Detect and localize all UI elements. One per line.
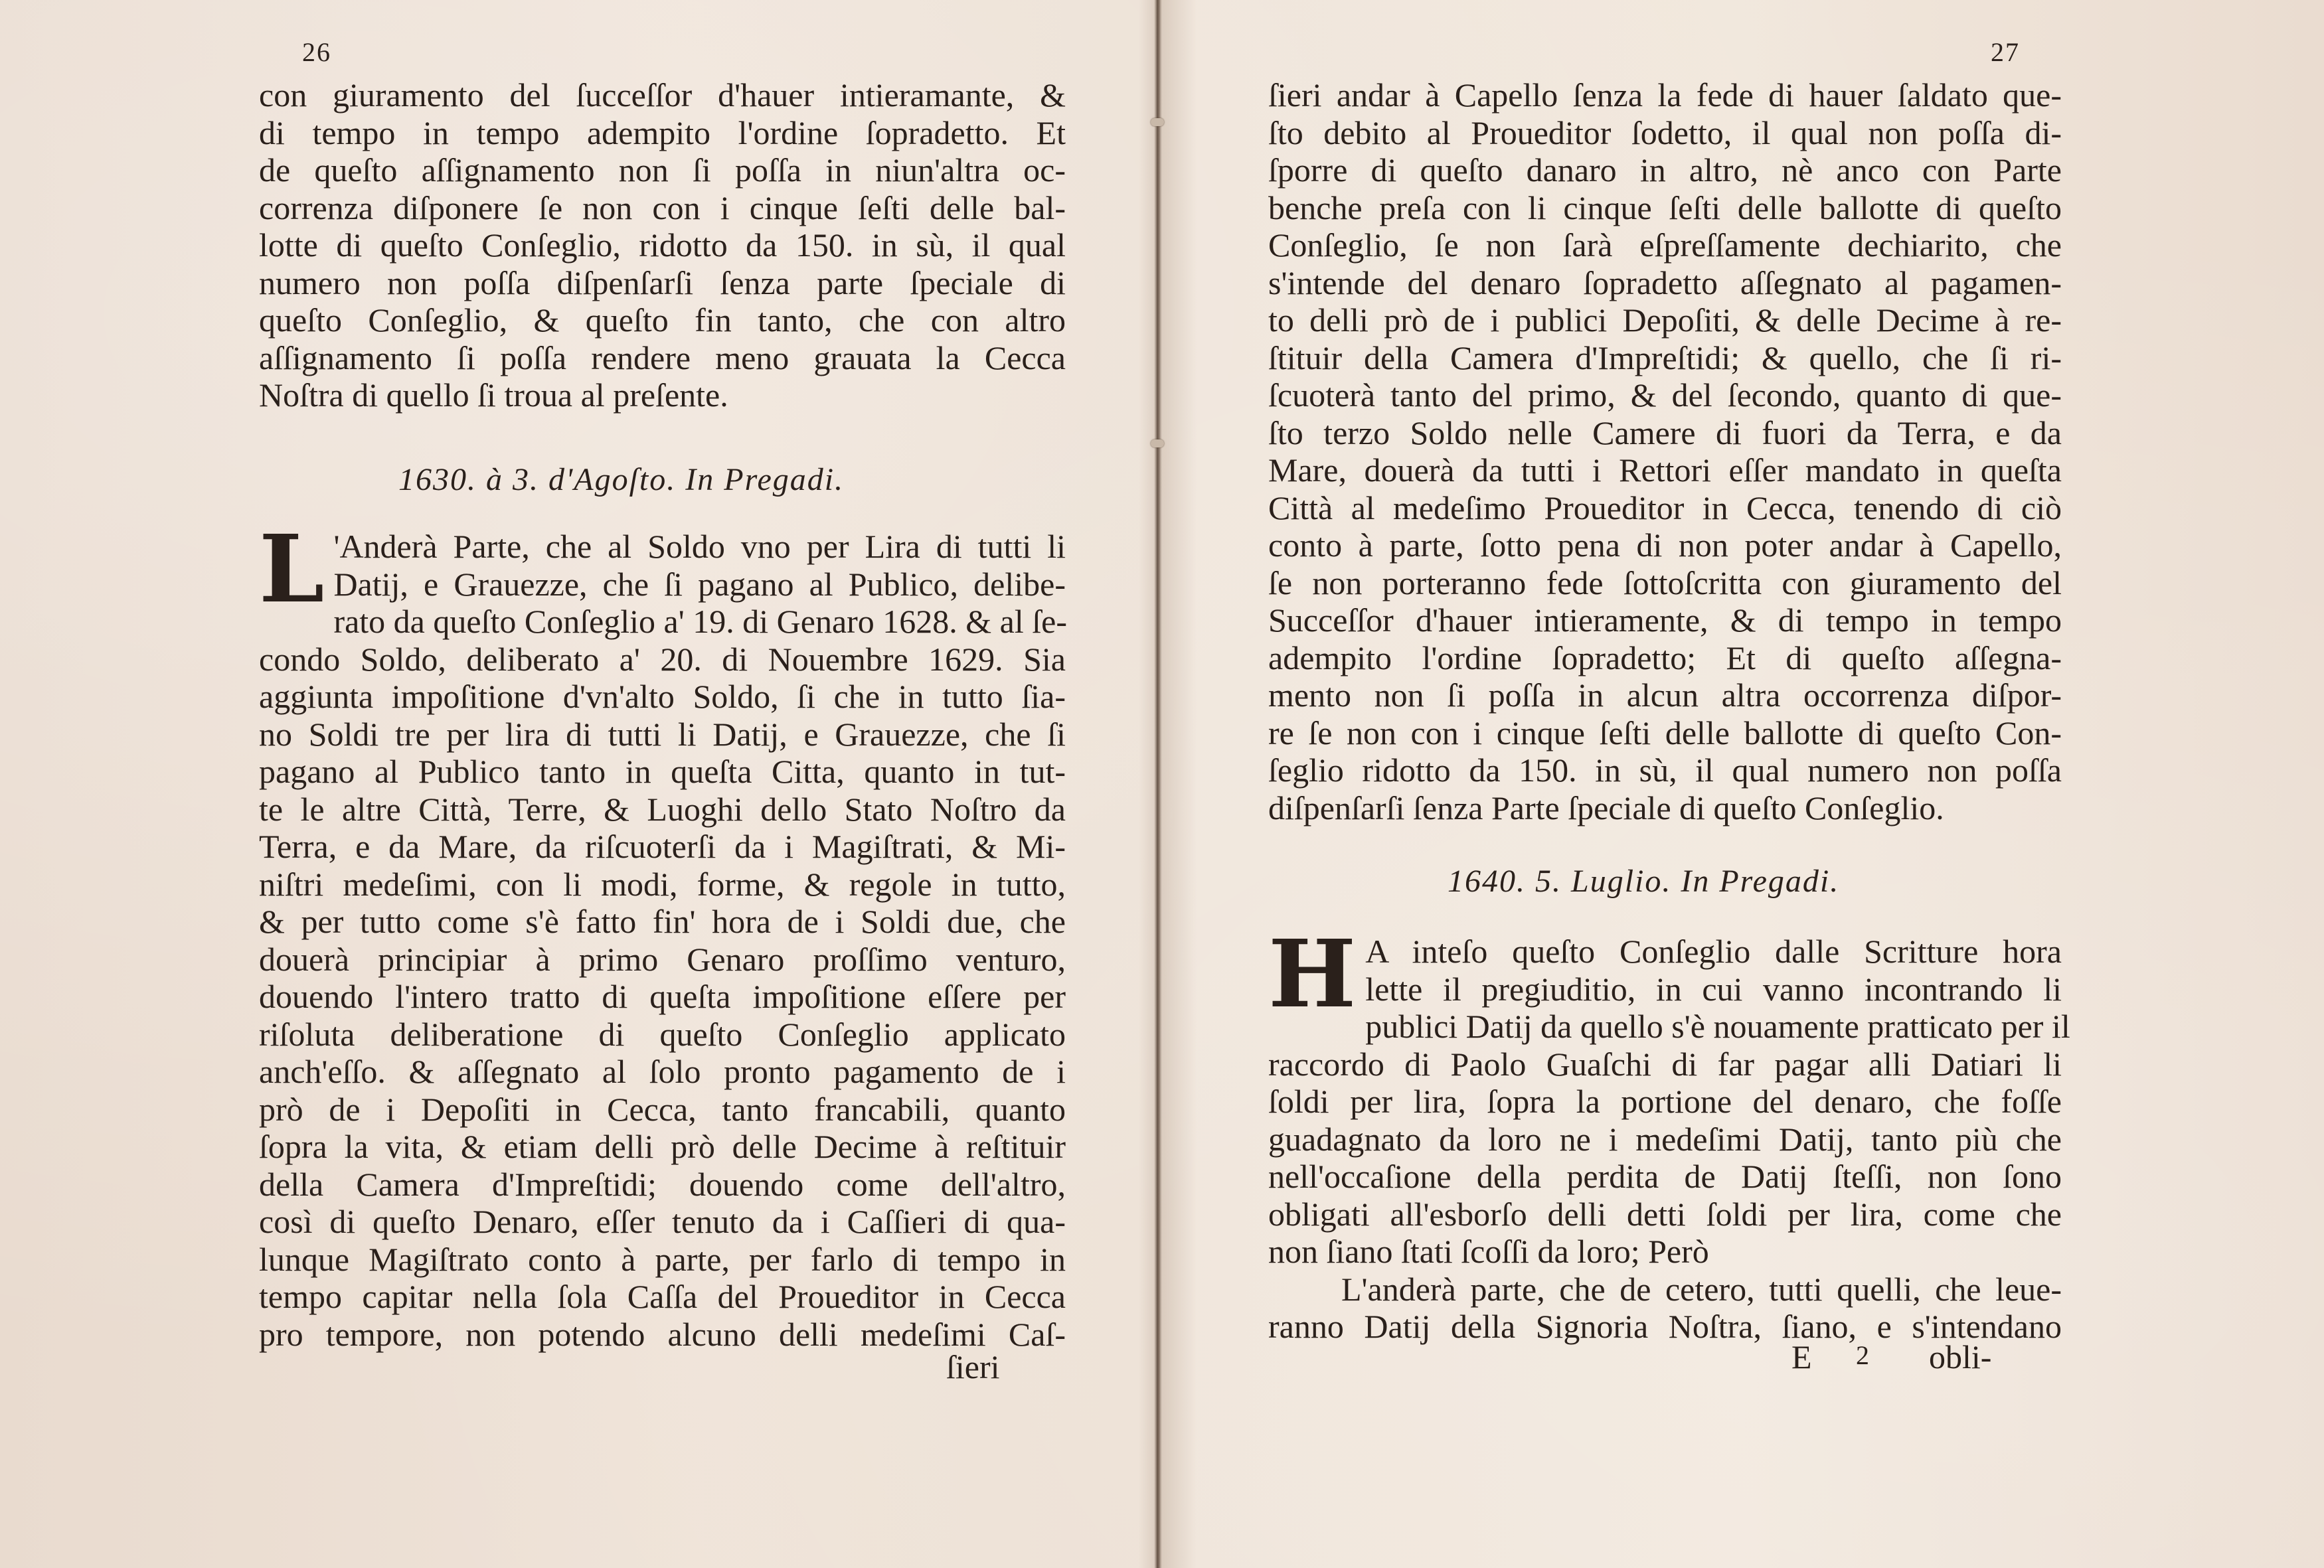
catchword: ſieri	[946, 1348, 1000, 1385]
section-heading: 1630. à 3. d'Agoſto. In Pregadi.	[398, 462, 845, 497]
page-number: 27	[1991, 37, 2020, 67]
continuation-text	[259, 76, 1066, 414]
text-line: aggiunta impoſitione d'vn'alto Soldo, ſi che in tutto ſia-	[259, 678, 1066, 715]
text-line: ſto terzo Soldo nelle Camere di fuori da Terra, e da	[1268, 414, 2062, 451]
text-line: niſtri medeſimi, con li modi, forme, & regole in tutto,	[259, 865, 1066, 903]
catchword: obli-	[1929, 1338, 1992, 1375]
decree-text	[259, 515, 1068, 1353]
left-page	[0, 0, 1155, 1568]
text-line: della Camera d'Impreſtidi; douendo come dell'altro,	[259, 1165, 1066, 1203]
text-line: ſieri andar à Capello ſenza la fede di hauer ſaldato que-	[1268, 76, 2062, 114]
text-line: conto à parte, ſotto pena di non poter andar à Capello,	[1268, 526, 2062, 564]
text-line: A inteſo queſto Conſeglio dalle Scritture hora	[1365, 933, 2062, 970]
text-line: Datij, e Grauezze, che ſi pagano al Publico, delibe-	[333, 565, 1066, 603]
text-line: ſopra la vita, & etiam delli prò delle Decime à reſtituir	[259, 1128, 1066, 1165]
text-line: Terra, e da Mare, da riſcuoterſi da i Magiſtrati, & Mi-	[259, 828, 1066, 865]
text-line: lunque Magiſtrato conto à parte, per farlo di tempo in	[259, 1240, 1066, 1278]
text-line: douendo l'intero tratto di queſta impoſitione eſſere per	[259, 978, 1066, 1015]
text-line: no Soldi tre per lira di tutti li Datij, e Grauezze, che ſi	[259, 715, 1066, 753]
text-line: & per tutto come s'è fatto fin' hora de i Soldi due, che	[259, 903, 1066, 940]
text-line: to delli prò de i publici Depoſiti, & delle Decime à re-	[1268, 301, 2062, 339]
signature-number: 2	[1856, 1340, 1869, 1370]
text-line: Mare, douerà da tutti i Rettori eſſer mandato in queſta	[1268, 451, 2062, 489]
text-line: ſtituir della Camera d'Impreſtidi; & quello, che ſi ri-	[1268, 339, 2062, 376]
text-line: lotte di queſto Conſeglio, ridotto da 150. in sù, il qual	[259, 226, 1066, 264]
text-line: douerà principiar à primo Genaro proſſimo venturo,	[259, 940, 1066, 978]
continuation-text	[1268, 76, 2062, 826]
page-number: 26	[302, 37, 331, 67]
text-line: re ſe non con i cinque ſeſti delle ballotte di queſto Con-	[1268, 714, 2062, 751]
text-line: L'anderà parte, che de cetero, tutti quelli, che leue-	[1341, 1270, 2062, 1308]
text-line: ſeglio ridotto da 150. in sù, il qual numero non poſſa	[1268, 751, 2062, 789]
drop-cap: L	[259, 515, 325, 624]
text-line: obligati all'esborſo delli detti ſoldi per lira, come che	[1268, 1195, 2062, 1233]
text-line: Noſtra di quello ſi troua al preſente.	[259, 376, 728, 414]
text-line: mento non ſi poſſa in alcun altra occorrenza diſpor-	[1268, 676, 2062, 714]
text-line: benche preſa con li cinque ſeſti delle ballotte di queſto	[1268, 189, 2062, 226]
text-line: lette il pregiuditio, in cui vanno incontrando li	[1365, 970, 2062, 1008]
text-line: te le altre Città, Terre, & Luoghi dello Stato Noſtro da	[259, 790, 1066, 828]
text-line: 'Anderà Parte, che al Soldo vno per Lira di tutti li	[333, 528, 1066, 565]
text-line: Succeſſor d'hauer intieramente, & di tempo in tempo	[1268, 601, 2062, 639]
text-line: raccordo di Paolo Guaſchi di far pagar alli Datiari li	[1268, 1045, 2062, 1083]
text-line: aſſignamento ſi poſſa rendere meno grauata la Cecca	[259, 339, 1066, 376]
text-line: di tempo in tempo adempito l'ordine ſopradetto. Et	[259, 114, 1066, 151]
text-line: ſoldi per lira, ſopra la portione del denaro, che foſſe	[1268, 1083, 2062, 1120]
text-line: rato da queſto Conſeglio a' 19. di Genaro 1628. & al ſe-	[333, 603, 1068, 640]
text-line: ſto debito al Proueditor ſodetto, il qual non poſſa di-	[1268, 114, 2062, 151]
text-line: così di queſto Denaro, eſſer tenuto da i Caſſieri di qua-	[259, 1203, 1066, 1240]
text-line: non ſiano ſtati ſcoſſi da loro; Però	[1268, 1233, 1709, 1270]
text-line: guadagnato da loro ne i medeſimi Datij, tanto più che	[1268, 1120, 2062, 1158]
signature-mark: E	[1791, 1338, 1815, 1375]
text-line: queſto Conſeglio, & queſto fin tanto, che con altro	[259, 301, 1066, 339]
text-line: correnza diſponere ſe non con i cinque ſeſti delle bal-	[259, 189, 1066, 226]
text-line: nell'occaſione della perdita de Datij ſteſſi, non ſono	[1268, 1158, 2062, 1195]
decree-text	[1268, 920, 2070, 1346]
text-line: prò de i Depoſiti in Cecca, tanto francabili, quanto	[259, 1090, 1066, 1128]
text-line: pagano al Publico tanto in queſta Citta, quanto in tut-	[259, 753, 1066, 790]
text-line: condo Soldo, deliberato a' 20. di Nouembre 1629. Sia	[259, 640, 1066, 678]
drop-cap: H	[1268, 920, 1357, 1029]
section-heading: 1640. 5. Luglio. In Pregadi.	[1448, 864, 1840, 899]
text-line: con giuramento del ſucceſſor d'hauer intieramante, &	[259, 76, 1066, 114]
text-line: ſcuoterà tanto del primo, & del ſecondo, quanto di que-	[1268, 376, 2062, 414]
text-line: pro tempore, non potendo alcuno delli medeſimi Caſ-	[259, 1315, 1066, 1353]
text-line: publici Datij da quello s'è nouamente pratticato per il	[1365, 1008, 2070, 1045]
right-page	[1161, 0, 2324, 1568]
text-line: ſporre di queſto danaro in altro, nè anco con Parte	[1268, 151, 2062, 189]
text-line: ranno Datij della Signoria Noſtra, ſiano, e s'intendano	[1268, 1308, 2062, 1345]
text-line: ſe non porteranno fede ſottoſcritta con giuramento del	[1268, 564, 2062, 601]
text-line: anch'eſſo. & aſſegnato al ſolo pronto pagamento de i	[259, 1053, 1066, 1090]
text-line: Città al medeſimo Proueditor in Cecca, tenendo di ciò	[1268, 489, 2062, 526]
text-line: riſoluta deliberatione di queſto Conſeglio applicato	[259, 1015, 1066, 1053]
text-line: s'intende del denaro ſopradetto aſſegnato al pagamen-	[1268, 264, 2062, 301]
text-line: diſpenſarſi ſenza Parte ſpeciale di queſto Conſeglio.	[1268, 789, 1944, 826]
text-line: numero non poſſa diſpenſarſi ſenza parte ſpeciale di	[259, 264, 1066, 301]
text-line: Conſeglio, ſe non ſarà eſpreſſamente dechiarito, che	[1268, 226, 2062, 264]
text-line: tempo capitar nella ſola Caſſa del Proueditor in Cecca	[259, 1278, 1066, 1315]
text-line: de queſto aſſignamento non ſi poſſa in niun'altra oc-	[259, 151, 1066, 189]
text-line: adempito l'ordine ſopradetto; Et di queſto aſſegna-	[1268, 639, 2062, 676]
